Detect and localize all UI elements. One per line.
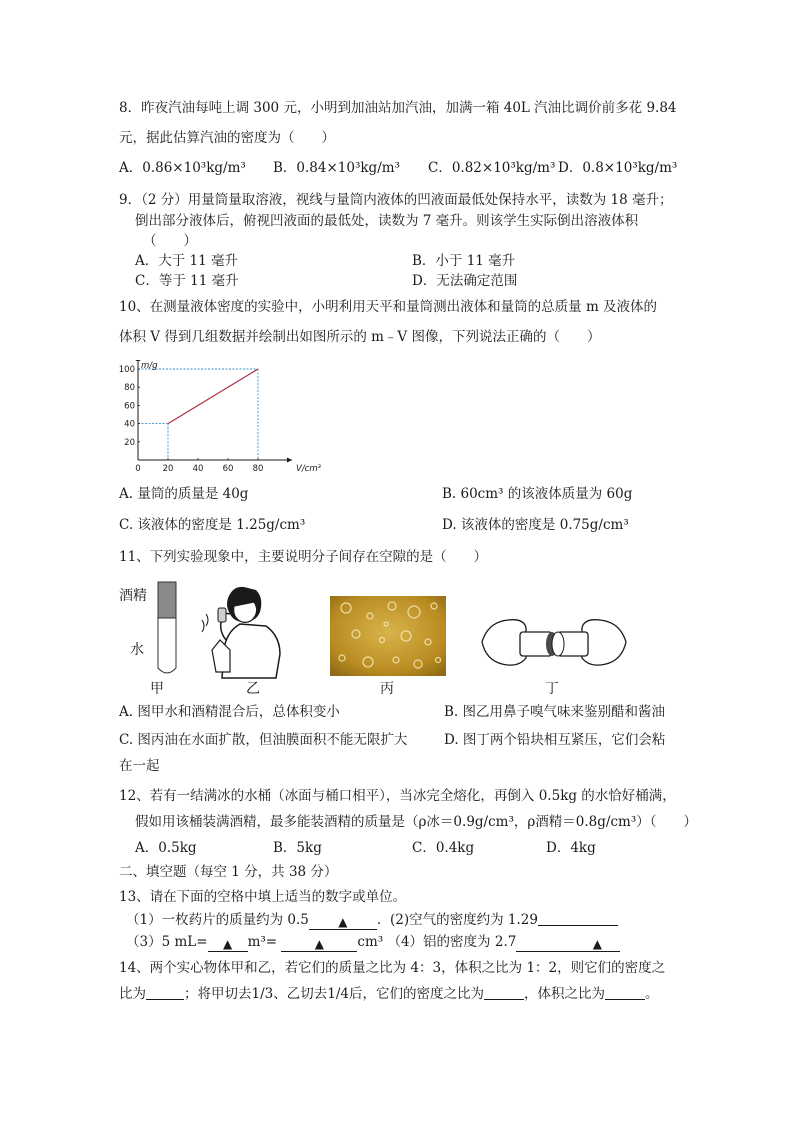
q14-text-c: ，体积之比为 bbox=[523, 986, 605, 1002]
q9-line1: 9．（2 分）用量筒量取溶液，视线与量筒内液体的凹液面最低处保持水平，读数为 18 毫升； bbox=[119, 192, 673, 208]
q8-option-b: B．0.84×10³kg/m³ bbox=[273, 160, 400, 176]
q8-line2: 元，据此估算汽油的密度为（ ） bbox=[119, 130, 335, 146]
q13-blank4[interactable] bbox=[281, 937, 357, 952]
q11-line1: 11、下列实验现象中，主要说明分子间存在空隙的是（ ） bbox=[119, 549, 488, 565]
q13-line1: 13、请在下面的空格中填上适当的数字或单位。 bbox=[119, 889, 407, 905]
q12-line1: 12、若有一结满冰的水桶（冰面与桶口相平），当冰完全熔化，再倒入 0.5kg 的水恰好桶满， bbox=[119, 788, 676, 804]
y-axis-label: m/g bbox=[141, 361, 158, 371]
q10-option-b: B. 60cm³ 的该液体质量为 60g bbox=[442, 486, 633, 502]
q14-line1: 14、两个实心物体甲和乙，若它们的质量之比为 4：3，体积之比为 1：2，则它们的密度之 bbox=[119, 960, 666, 976]
q12-option-d: D．4kg bbox=[546, 840, 596, 856]
oil-film-figure bbox=[330, 596, 446, 676]
blank-marker: ▲ bbox=[338, 915, 348, 929]
q10-line1: 10、在测量液体密度的实验中，小明利用天平和量筒测出液体和量筒的总质量 m 及液体的 bbox=[119, 299, 658, 315]
boy-sniffing-figure bbox=[196, 580, 300, 680]
q9-option-b: B．小于 11 毫升 bbox=[412, 253, 516, 269]
q9-line2: 倒出部分液体后，俯视凹液面的最低处，读数为 7 毫升。则该学生实际倒出溶液体积 bbox=[135, 213, 639, 229]
x-tick-label: 60 bbox=[222, 464, 234, 474]
q9-line3: （ ） bbox=[143, 233, 197, 249]
q11-option-c: C. 图丙油在水面扩散，但油膜面积不能无限扩大 bbox=[119, 732, 408, 748]
q13-item2-text: (2)空气的密度约为 1.29 bbox=[390, 912, 538, 928]
q11-option-d: D. 图丁两个铅块相互紧压，它们会粘 bbox=[444, 732, 666, 748]
blank-marker: ▲ bbox=[314, 937, 324, 951]
q13-unit1: m³= bbox=[247, 934, 278, 950]
q12-line2: 假如用该桶装满酒精，最多能装酒精的质量是（ρ冰＝0.9g/cm³，ρ酒精＝0.8g/cm³）（ ） bbox=[135, 814, 697, 830]
q8-option-a: A．0.86×10³kg/m³ bbox=[119, 160, 246, 176]
chart-ticks bbox=[119, 365, 264, 474]
label-alcohol: 酒精 bbox=[119, 588, 147, 604]
q13-item1-text: （1）一枚药片的质量约为 0.5 bbox=[126, 912, 309, 928]
x-tick-label: 80 bbox=[252, 464, 264, 474]
q11-option-a: A. 图甲水和酒精混合后，总体积变小 bbox=[119, 704, 340, 720]
q13-unit2: cm³ bbox=[357, 934, 384, 950]
q13-item1 bbox=[126, 910, 381, 930]
caption-bing: 丙 bbox=[380, 681, 394, 697]
q13-item3-text: （3）5 mL= bbox=[126, 934, 208, 950]
label-water: 水 bbox=[130, 642, 144, 658]
q14-text-d: 。 bbox=[644, 986, 659, 1002]
q9-option-d: D．无法确定范围 bbox=[412, 273, 518, 289]
q12-option-b: B．5kg bbox=[273, 840, 322, 856]
q13-blank3[interactable] bbox=[208, 937, 248, 952]
x-axis-label: V/cm³ bbox=[296, 464, 322, 474]
q11-option-d-cont: 在一起 bbox=[119, 758, 160, 774]
chart-axes bbox=[136, 360, 293, 463]
q14-text-b: ；将甲切去1/3、乙切去1/4后，它们的密度之比为 bbox=[184, 986, 484, 1002]
lead-blocks-figure bbox=[478, 612, 630, 676]
m-v-chart bbox=[118, 360, 340, 478]
q10-line2: 体积 V 得到几组数据并绘制出如图所示的 m﹣V 图像，下列说法正确的（ ） bbox=[119, 329, 601, 345]
q10-option-d: D. 该液体的密度是 0.75g/cm³ bbox=[442, 517, 629, 533]
q14-line2 bbox=[119, 984, 658, 1004]
blank-marker: ▲ bbox=[592, 937, 602, 951]
q13-blank5[interactable] bbox=[516, 937, 620, 952]
q14-blank1[interactable] bbox=[146, 985, 184, 1000]
chart-series bbox=[168, 369, 258, 424]
x-tick-label: 20 bbox=[162, 464, 174, 474]
q8-option-d: D．0.8×10³kg/m³ bbox=[558, 160, 678, 176]
caption-yi: 乙 bbox=[246, 681, 260, 697]
q11-option-b: B. 图乙用鼻子嗅气味来鉴别醋和酱油 bbox=[444, 704, 666, 720]
q8-option-c: C．0.82×10³kg/m³ bbox=[428, 160, 556, 176]
blank-marker: ▲ bbox=[222, 937, 233, 951]
x-tick-label: 0 bbox=[135, 464, 141, 474]
test-tube-figure bbox=[154, 580, 182, 680]
y-tick-label: 20 bbox=[124, 437, 135, 448]
chart-guides bbox=[138, 369, 258, 460]
q8-line1: 8．昨夜汽油每吨上调 300 元，小明到加油站加汽油，加满一箱 40L 汽油比调价前多花 9.84 bbox=[119, 100, 677, 116]
data-line bbox=[168, 369, 258, 424]
q10-option-c: C. 该液体的密度是 1.25g/cm³ bbox=[119, 517, 306, 533]
x-axis-arrow bbox=[287, 458, 292, 463]
y-tick-label: 60 bbox=[124, 401, 135, 412]
y-tick-label: 40 bbox=[124, 419, 135, 430]
q13-item3 bbox=[126, 932, 620, 952]
y-axis-arrow bbox=[136, 360, 141, 361]
q13-punct: . bbox=[376, 912, 382, 928]
q14-text-a: 比为 bbox=[119, 986, 146, 1002]
y-tick-label: 80 bbox=[124, 383, 135, 394]
q10-option-a: A. 量筒的质量是 40g bbox=[119, 486, 249, 502]
q13-blank2[interactable] bbox=[538, 911, 618, 926]
q13-blank1[interactable] bbox=[309, 915, 377, 930]
caption-ding: 丁 bbox=[545, 681, 559, 697]
q9-option-a: A．大于 11 毫升 bbox=[135, 253, 239, 269]
q9-option-c: C．等于 11 毫升 bbox=[135, 273, 239, 289]
q12-option-a: A．0.5kg bbox=[135, 840, 197, 856]
section-fill-in-title: 二、填空题（每空 1 分，共 38 分） bbox=[119, 864, 338, 880]
x-tick-label: 40 bbox=[192, 464, 204, 474]
q13-item2 bbox=[390, 910, 618, 930]
q13-item4-text: （4）铝的密度为 2.7 bbox=[387, 934, 517, 950]
y-tick-label: 100 bbox=[118, 365, 135, 375]
caption-jia: 甲 bbox=[150, 681, 164, 697]
q14-blank2[interactable] bbox=[484, 985, 524, 1000]
q12-option-c: C．0.4kg bbox=[412, 840, 475, 856]
q14-blank3[interactable] bbox=[605, 985, 645, 1000]
